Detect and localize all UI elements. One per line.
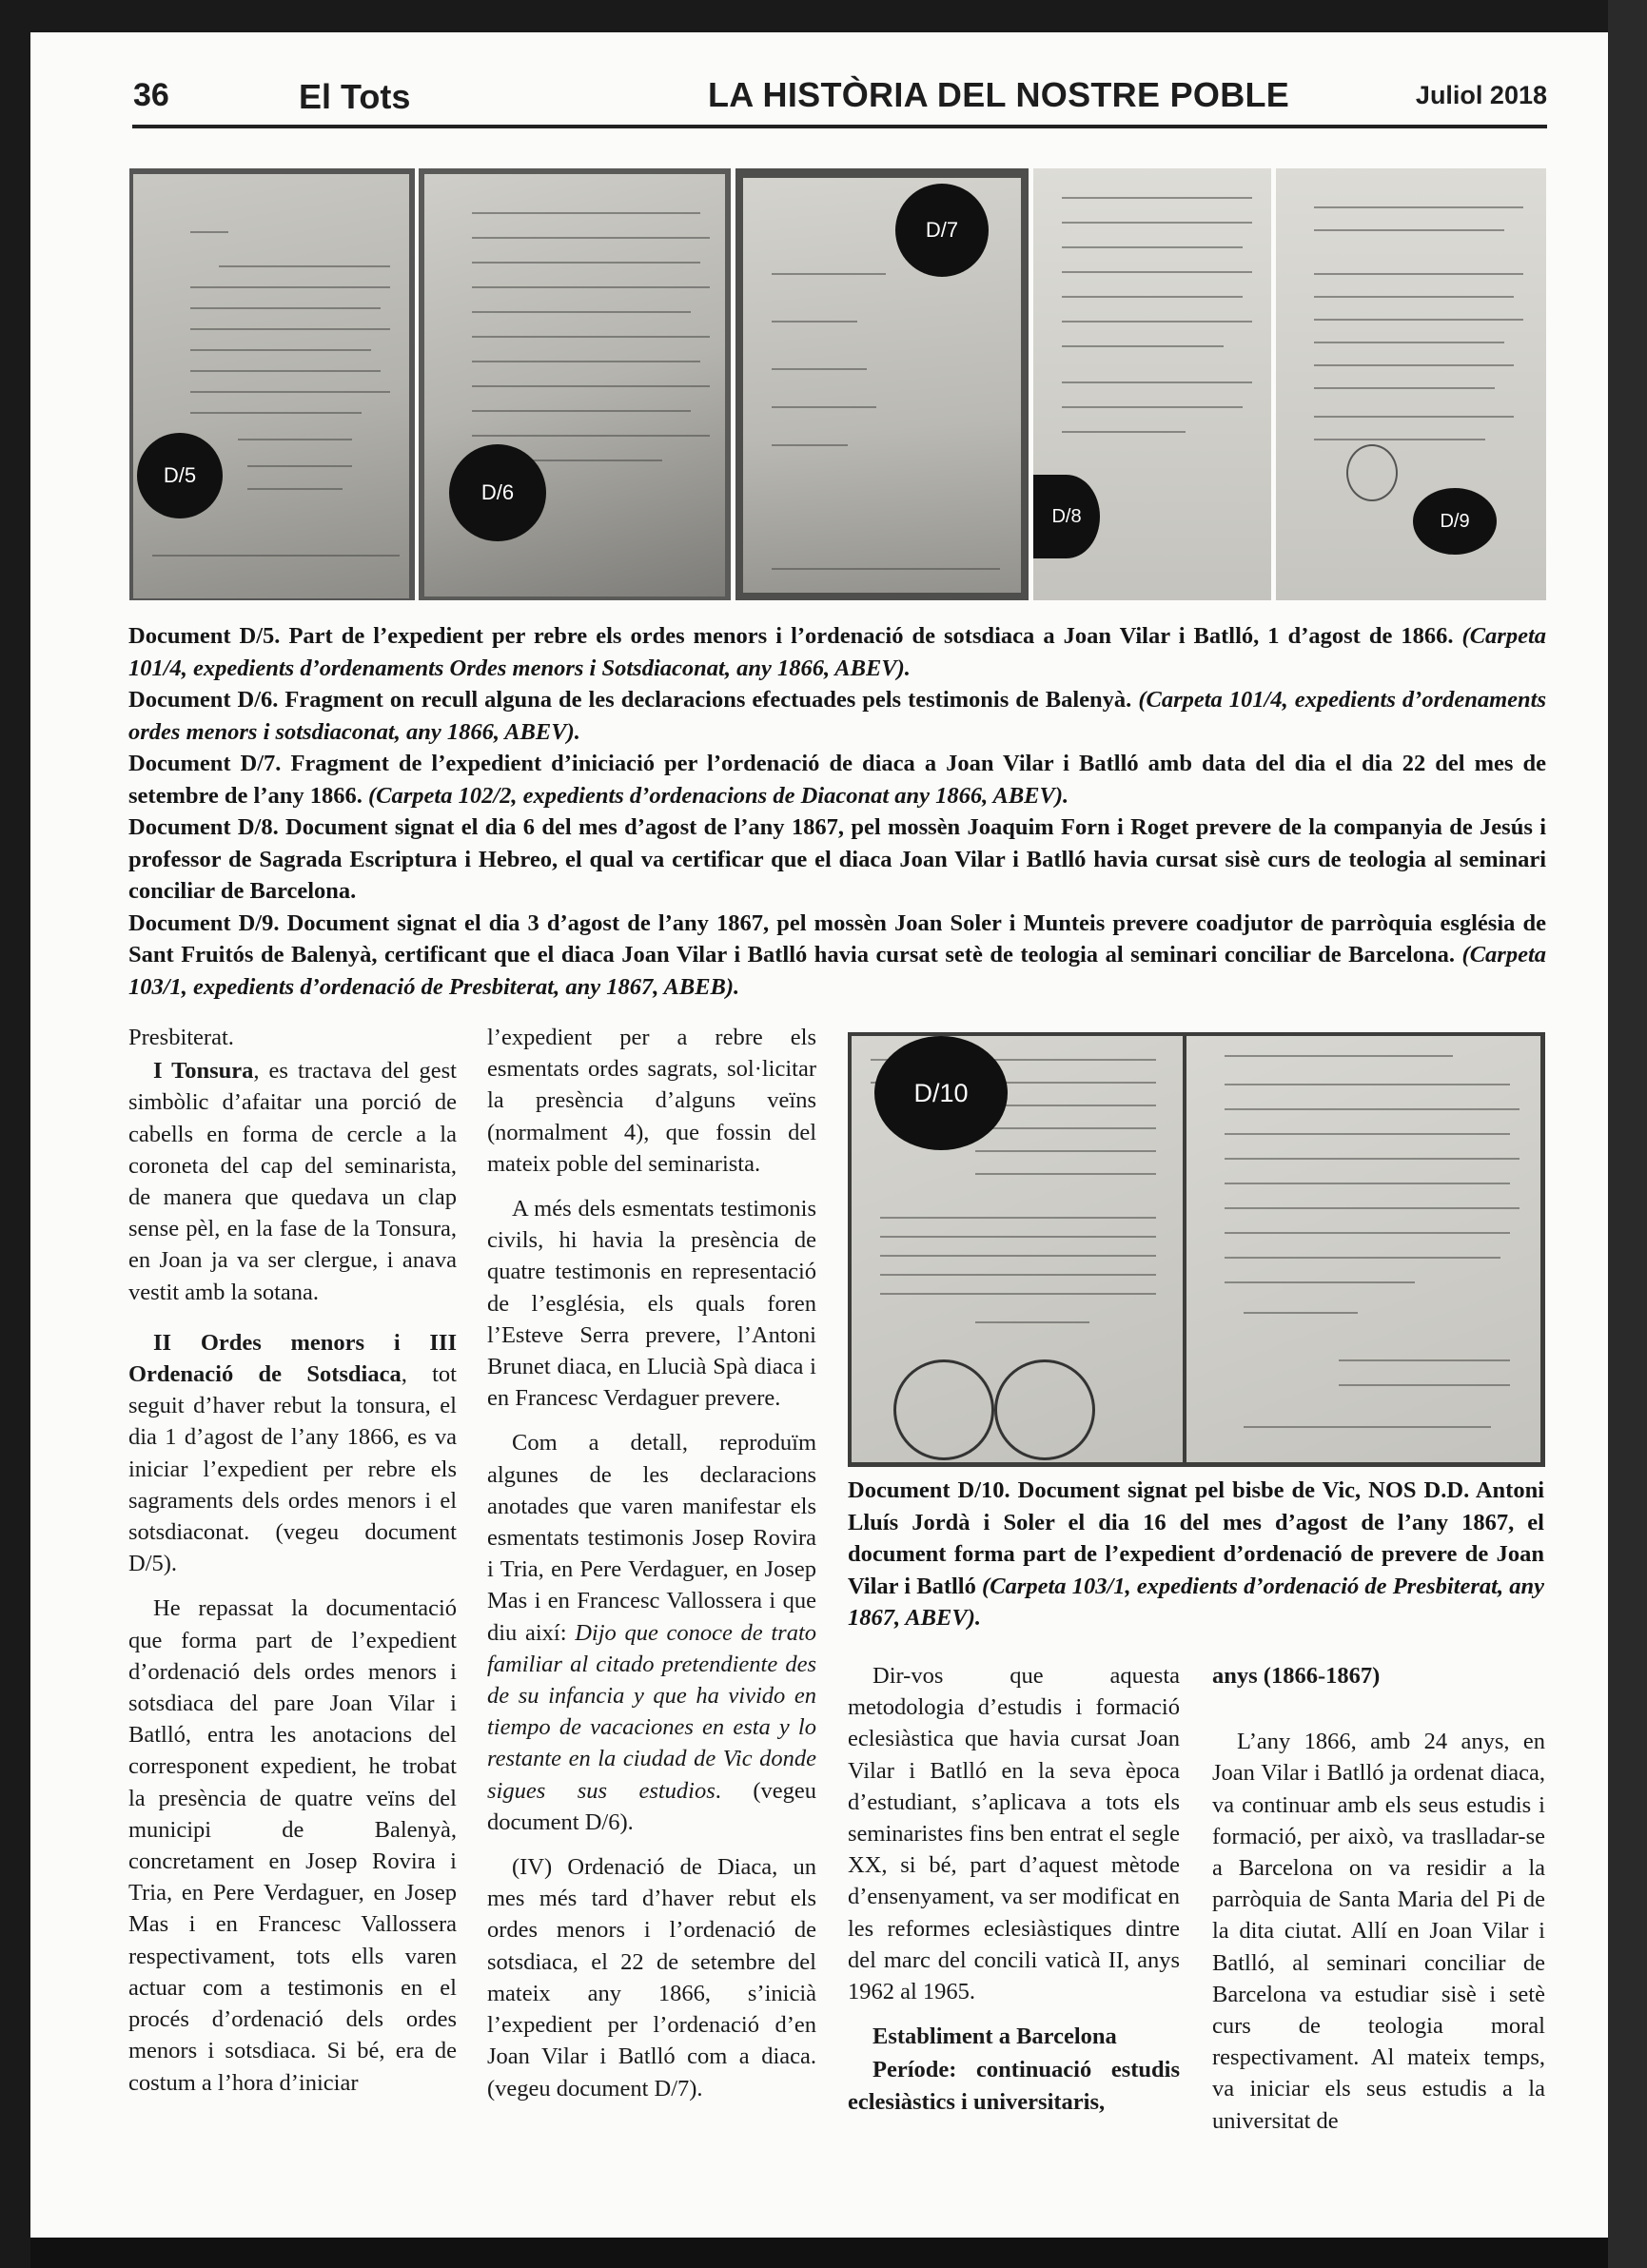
paragraph: He repassat la documentació que forma part de l’expedient d’ordenació dels ordes menors i sotsdiaca del pare Joan Vilar i Batlló, entra les anotacions del corresponent expedient, he trobat la presència de quatre veïns del municipi de Balenyà, concretament en Josep Rovira i Tria, en Pere Verdaguer, en Josep Mas i en Francesc Vallossera respectivament, tots ells varen actuar com a testimonis en el procés d’ordenació dels ordes menors i sotsdiaca. Si bé, era de costum a l’hora d’iniciar — [128, 1595, 457, 2096]
paragraph: l’expedient per a rebre els esmentats ordes sagrats, sol·licitar la presència d’alguns veïns (normalment 4), que fossin del mateix poble del seminarista. — [487, 1025, 816, 1177]
page-edge — [1608, 0, 1647, 2268]
caption-d10: Document D/10. Document signat pel bisbe de Vic, NOS D.D. Antoni Lluís Jordà i Soler el dia 16 del mes d’agost de l’any 1867, el document forma part de l’expedient d’ordenació de prevere de Joan Vilar i Batlló (Carpeta 103/1, expedients d’ordenació de Presbiterat, any 1867, ABEV). — [848, 1477, 1545, 1631]
document-photo-d5 — [129, 168, 415, 600]
label-d10: D/10 — [874, 1036, 1008, 1150]
photo-captions — [128, 620, 1546, 1003]
document-photo-d9 — [1276, 168, 1546, 600]
document-photo-d8 — [1033, 168, 1271, 600]
document-photo-d10 — [848, 1032, 1545, 1467]
paragraph: Dir-vos que aquesta metodologia d’estudis i formació eclesiàstica que havia cursat Joan Vilar i Batlló en la seva època d’estudiant, s’aplicava a tots els seminaristes fins ben entrat el segle XX, si bé, part d’aquest mètode d’ensenyament, va ser modificat en les reformes eclesiàstiques dintre del marc del concili vaticà II, anys 1962 al 1965. — [848, 1663, 1180, 2005]
label-d9: D/9 — [1413, 488, 1497, 555]
caption-d7: Document D/7. Fragment de l’expedient d’iniciació per l’ordenació de diaca a Joan Vilar i Batlló amb data del dia el dia 22 del mes de setembre de l’any 1866. (Carpeta 102/2, expedients d’ordenacions de Diaconat any 1866, ABEV). — [128, 751, 1546, 809]
paragraph: A més dels esmentats testimonis civils, hi havia la presència de quatre testimonis en representació de l’església, els quals foren l’Esteve Serra prevere, l’Antoni Brunet diaca, en Llucià Spà diaca i en Francesc Verdaguer prevere. — [487, 1196, 816, 1412]
caption-d9: Document D/9. Document signat el dia 3 d’agost de l’any 1867, pel mossèn Joan Soler i Munteis prevere coadjutor de parròquia església de Sant Fruitós de Balenyà, certificant que el diaca Joan Vilar i Batlló havia cursat setè de teologia al seminari conciliar de Barcelona. (Carpeta 103/1, expedients d’ordenació de Presbiterat, any 1867, ABEB). — [128, 909, 1547, 1000]
page-header — [103, 46, 1547, 116]
caption-d6: Document D/6. Fragment on recull alguna de les declaracions efectuades pels testimonis de Balenyà. (Carpeta 101/4, expedients d’ordenaments ordes menors i sotsdiaconat, any 1866, ABEV). — [128, 687, 1547, 745]
label-d5: D/5 — [137, 433, 223, 518]
subheading: anys (1866-1867) — [1212, 1663, 1381, 1689]
article-column-1 — [128, 1022, 457, 2112]
page-number: 36 — [133, 77, 169, 113]
paragraph: (IV) Ordenació de Diaca, un mes més tard d’haver rebut els ordes menors i l’ordenació de sotsdiaca, el 22 de setembre del mateix any 1866, s’inicià l’expedient per l’ordenació d’en Joan Vilar i Batlló com a diaca. (vegeu document D/7). — [487, 1854, 816, 2102]
subheading: Període: continuació estudis eclesiàstics i universitaris, — [848, 2057, 1180, 2115]
label-d7: D/7 — [895, 184, 989, 277]
article-column-4 — [1212, 1660, 1545, 2150]
paragraph: Com a detall, reproduïm algunes de les declaracions anotades que varen manifestar els esmentats testimonis Josep Rovira i Tria, en Pere Verdaguer, en Josep Mas i en Francesc Vallossera i que diu així: Dijo que conoce de trato familiar al citado pretendiente des de su infancia y que ha vivido en tiempo de vacaciones en esta y lo restante en la ciudad de Vic donde sigues sus estudios. (vegeu document D/6). — [487, 1430, 817, 1835]
caption-d5: Document D/5. Part de l’expedient per rebre els ordes menors i l’ordenació de sotsdiaca a Joan Vilar i Batlló, 1 d’agost de 1866. (Carpeta 101/4, expedients d’ordenaments Ordes menors i Sotsdiaconat, any 1866, ABEV). — [128, 623, 1546, 681]
subheading: Establiment a Barcelona — [873, 2024, 1117, 2050]
section-title: LA HISTÒRIA DEL NOSTRE POBLE — [708, 75, 1290, 114]
label-d6: D/6 — [449, 444, 546, 541]
article-column-2 — [487, 1022, 816, 2118]
caption-d8: Document D/8. Document signat el dia 6 del mes d’agost de l’any 1867, pel mossèn Joaquim Forn i Roget prevere de la companyia de Jesús i professor de Sagrada Escriptura i Hebreo, el qual va certificar que el diaca Joan Vilar i Batlló havia cursat sisè curs de teologia al seminari conciliar de Barcelona. — [128, 814, 1546, 904]
document-photo-d7 — [735, 168, 1029, 600]
header-rule — [132, 125, 1547, 128]
page-bottom-edge — [30, 2238, 1608, 2268]
document-photo-d6 — [419, 168, 731, 600]
publication-name: El Tots — [299, 77, 411, 116]
article-column-3 — [848, 1660, 1180, 2131]
label-d8: D/8 — [1033, 475, 1100, 558]
paragraph: II Ordes menors i III Ordenació de Sotsdiaca, tot seguit d’haver rebut la tonsura, el dia 1 d’agost de l’any 1866, es va iniciar l’expedient per rebre els sagraments dels ordes menors i el sotsdiaconat. (vegeu document D/5). — [128, 1329, 457, 1577]
paragraph: I Tonsura, es tractava del gest simbòlic d’afaitar una porció de cabells en forma de cercle a la coroneta del cap del seminarista, de manera que quedava un clap sense pèl, en la fase de la Tonsura, en Joan ja va ser clergue, i anava vestit amb la sotana. — [128, 1058, 457, 1305]
issue-date: Juliol 2018 — [1415, 81, 1547, 109]
paragraph: L’any 1866, amb 24 anys, en Joan Vilar i Batlló ja ordenat diaca, va continuar amb els seus estudis i formació, per això, va traslladar-se a Barcelona on va residir a la parròquia de Santa Maria del Pi de la dita ciutat. Allí en Joan Vilar i Batlló, al seminari conciliar de Barcelona va estudiar sisè i setè curs de teologia moral respectivament. Al mateix temps, va iniciar els seus estudis a la universitat de — [1212, 1729, 1545, 2134]
paragraph: Presbiterat. — [128, 1025, 234, 1050]
